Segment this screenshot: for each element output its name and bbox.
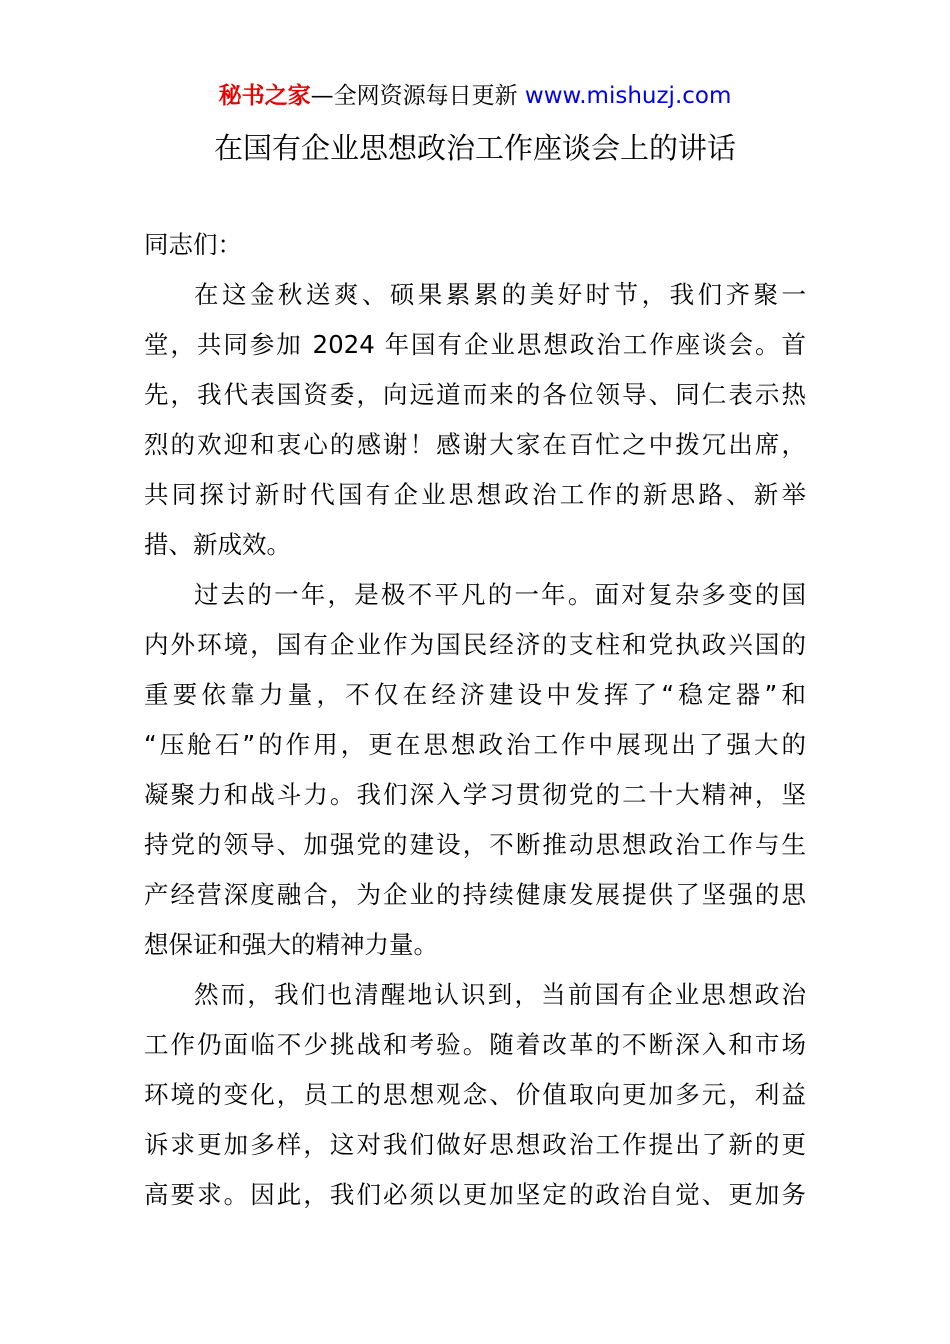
paragraph-line: 过去的一年，是极不平凡的一年。面对复杂多变的国 bbox=[194, 580, 806, 609]
paragraph-line: 持党的领导、加强党的建设，不断推动思想政治工作与生 bbox=[144, 830, 806, 859]
document-body bbox=[144, 220, 806, 1220]
paragraph-line: 堂，共同参加 2024 年国有企业思想政治工作座谈会。首 bbox=[144, 330, 806, 359]
paragraph-line: 想保证和强大的精神力量。 bbox=[144, 930, 438, 959]
paragraph-1 bbox=[144, 270, 806, 570]
paragraph-line: 在这金秋送爽、硕果累累的美好时节，我们齐聚一 bbox=[194, 280, 806, 309]
site-tagline: —全网资源每日更新 bbox=[310, 83, 518, 109]
paragraph-line: 环境的变化，员工的思想观念、价值取向更加多元，利益 bbox=[144, 1080, 806, 1109]
salutation: 同志们： bbox=[144, 230, 242, 259]
paragraph-line: 措、新成效。 bbox=[144, 530, 291, 559]
paragraph-line: 内外环境，国有企业作为国民经济的支柱和党执政兴国的 bbox=[144, 630, 806, 659]
document-title: 在国有企业思想政治工作座谈会上的讲话 bbox=[213, 131, 736, 165]
paragraph-line: 然而，我们也清醒地认识到，当前国有企业思想政治 bbox=[194, 980, 806, 1009]
site-header bbox=[0, 80, 950, 112]
paragraph-line: 工作仍面临不少挑战和考验。随着改革的不断深入和市场 bbox=[144, 1030, 806, 1059]
site-brand: 秘书之家 bbox=[218, 83, 311, 109]
paragraph-3 bbox=[144, 970, 806, 1220]
paragraph-line: 高要求。因此，我们必须以更加坚定的政治自觉、更加务 bbox=[144, 1180, 806, 1209]
paragraph-line: 烈的欢迎和衷心的感谢！感谢大家在百忙之中拨冗出席， bbox=[144, 430, 806, 459]
paragraph-line: 重要依靠力量，不仅在经济建设中发挥了“稳定器”和 bbox=[144, 680, 806, 709]
paragraph-line: 先，我代表国资委，向远道而来的各位领导、同仁表示热 bbox=[144, 380, 806, 409]
paragraph-line: 产经营深度融合，为企业的持续健康发展提供了坚强的思 bbox=[144, 880, 806, 909]
paragraph-line: 共同探讨新时代国有企业思想政治工作的新思路、新举 bbox=[144, 480, 806, 509]
paragraph-line: “压舱石”的作用，更在思想政治工作中展现出了强大的 bbox=[144, 730, 806, 759]
paragraph-line: 凝聚力和战斗力。我们深入学习贯彻党的二十大精神，坚 bbox=[144, 780, 806, 809]
site-url-link[interactable]: www.mishuzj.com bbox=[524, 83, 732, 109]
paragraph-2 bbox=[144, 570, 806, 970]
paragraph-line: 诉求更加多样，这对我们做好思想政治工作提出了新的更 bbox=[144, 1130, 806, 1159]
